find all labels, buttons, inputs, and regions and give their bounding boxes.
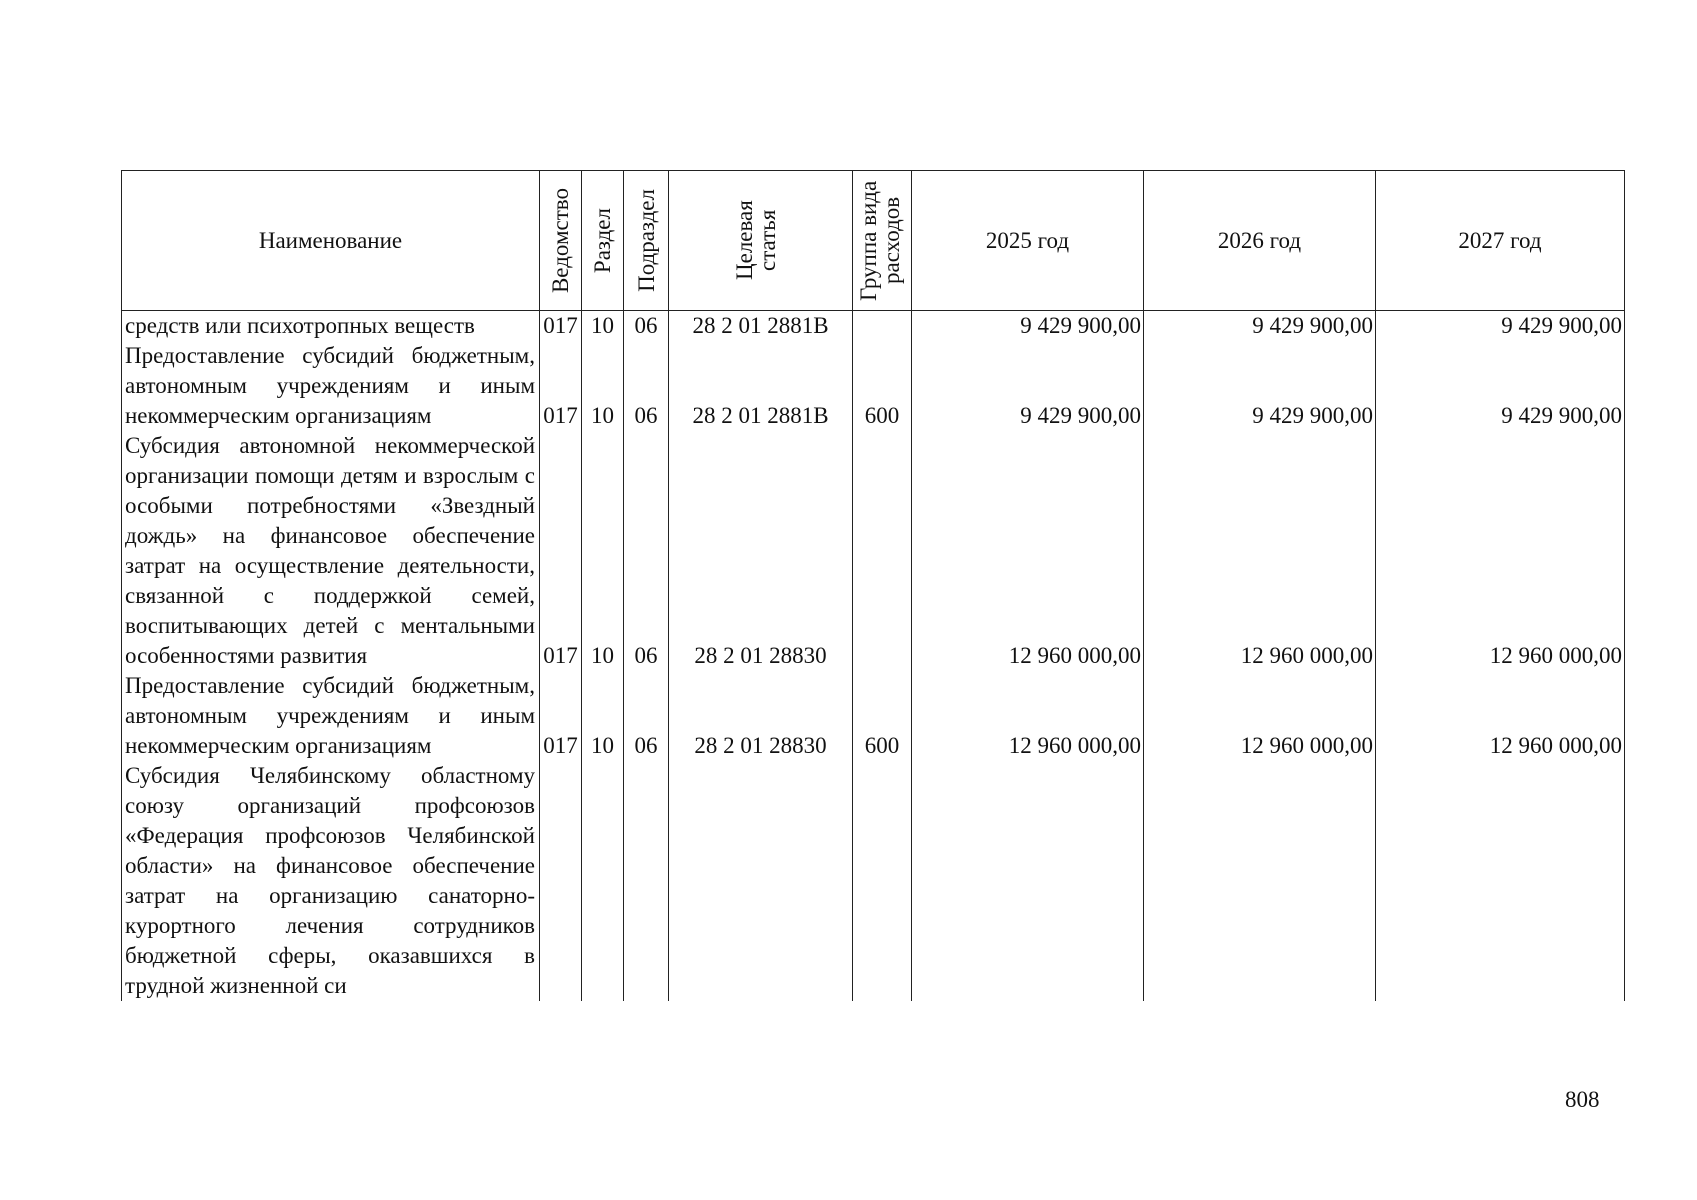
row-2027: 9 429 900,00 [1376,341,1625,431]
header-gruppa-vida-rashodov [853,171,912,311]
table-row [122,431,1625,671]
header-name-label: Наименование [258,227,403,253]
row-vedomstvo: 017 [540,311,582,342]
row-podrazdel: 06 [624,431,669,671]
row-podrazdel: 06 [624,671,669,761]
budget-table [121,170,1625,1001]
row-razdel: 10 [582,431,624,671]
row-vedomstvo: 017 [540,671,582,761]
header-vedomstvo-label: Ведомство [548,187,573,294]
row-razdel: 10 [582,671,624,761]
row-gruppa: 600 [853,671,912,761]
header-podrazdel-label: Подраздел [633,189,659,292]
header-2026-label: 2026 год [1217,227,1302,253]
row-name: Субсидия Челябинскому областному союзу организаций профсоюзов «Федерация профсоюзов Челябинской области» на финансовое обеспечение затрат на организацию санаторно-курортного лечения сотрудников бюджетной сферы, оказавшихся в трудной жизненной си [122,761,540,1001]
row-2026: 12 960 000,00 [1144,671,1376,761]
row-celevaya: 28 2 01 2881В [669,311,853,342]
table-row [122,341,1625,431]
row-celevaya: 28 2 01 28830 [669,431,853,671]
header-celevaya-statya-label: Целевая статья [731,200,780,281]
row-vedomstvo [540,761,582,1001]
row-razdel [582,761,624,1001]
row-gruppa: 600 [853,341,912,431]
header-name [122,171,540,311]
row-vedomstvo: 017 [540,431,582,671]
row-podrazdel [624,761,669,1001]
header-razdel [582,171,624,311]
header-vedomstvo [540,171,582,311]
row-gruppa [853,311,912,342]
row-celevaya [669,761,853,1001]
row-2025: 9 429 900,00 [912,311,1144,342]
row-razdel: 10 [582,311,624,342]
row-2027: 12 960 000,00 [1376,431,1625,671]
row-razdel: 10 [582,341,624,431]
row-2026: 9 429 900,00 [1144,311,1376,342]
row-2025: 12 960 000,00 [912,431,1144,671]
header-celevaya-statya [669,171,853,311]
row-podrazdel: 06 [624,311,669,342]
row-2027: 12 960 000,00 [1376,671,1625,761]
row-2026: 12 960 000,00 [1144,431,1376,671]
header-2025-label: 2025 год [985,227,1070,253]
row-celevaya: 28 2 01 28830 [669,671,853,761]
header-podrazdel [624,171,669,311]
header-2027 [1376,171,1625,311]
row-gruppa [853,761,912,1001]
row-name: Предоставление субсидий бюджетным, автономным учреждениям и иным некоммерческим организациям [122,341,540,431]
row-2025: 9 429 900,00 [912,341,1144,431]
page-number: 808 [1565,1087,1600,1112]
table-row [122,761,1625,1001]
header-gruppa-label: Группа вида расходов [856,180,904,301]
header-2025 [912,171,1144,311]
header-row [122,171,1625,311]
row-name: средств или психотропных веществ [122,311,540,342]
row-name: Субсидия автономной некоммерческой организации помощи детям и взрослым с особыми потребностями «Звездный дождь» на финансовое обеспечение затрат на осуществление деятельности, связанной с поддержкой семей, воспитывающих детей с ментальными особенностями развития [122,431,540,671]
header-2027-label: 2027 год [1458,227,1542,253]
row-podrazdel: 06 [624,341,669,431]
header-razdel-label: Раздел [590,207,615,274]
row-2027: 9 429 900,00 [1376,311,1625,342]
row-vedomstvo: 017 [540,341,582,431]
row-2026: 9 429 900,00 [1144,341,1376,431]
row-2025 [912,761,1144,1001]
row-2027 [1376,761,1625,1001]
table-row [122,311,1625,342]
row-name: Предоставление субсидий бюджетным, автономным учреждениям и иным некоммерческим организациям [122,671,540,761]
row-2025: 12 960 000,00 [912,671,1144,761]
row-2026 [1144,761,1376,1001]
header-2026 [1144,171,1376,311]
row-celevaya: 28 2 01 2881В [669,341,853,431]
table-row [122,671,1625,761]
row-gruppa [853,431,912,671]
